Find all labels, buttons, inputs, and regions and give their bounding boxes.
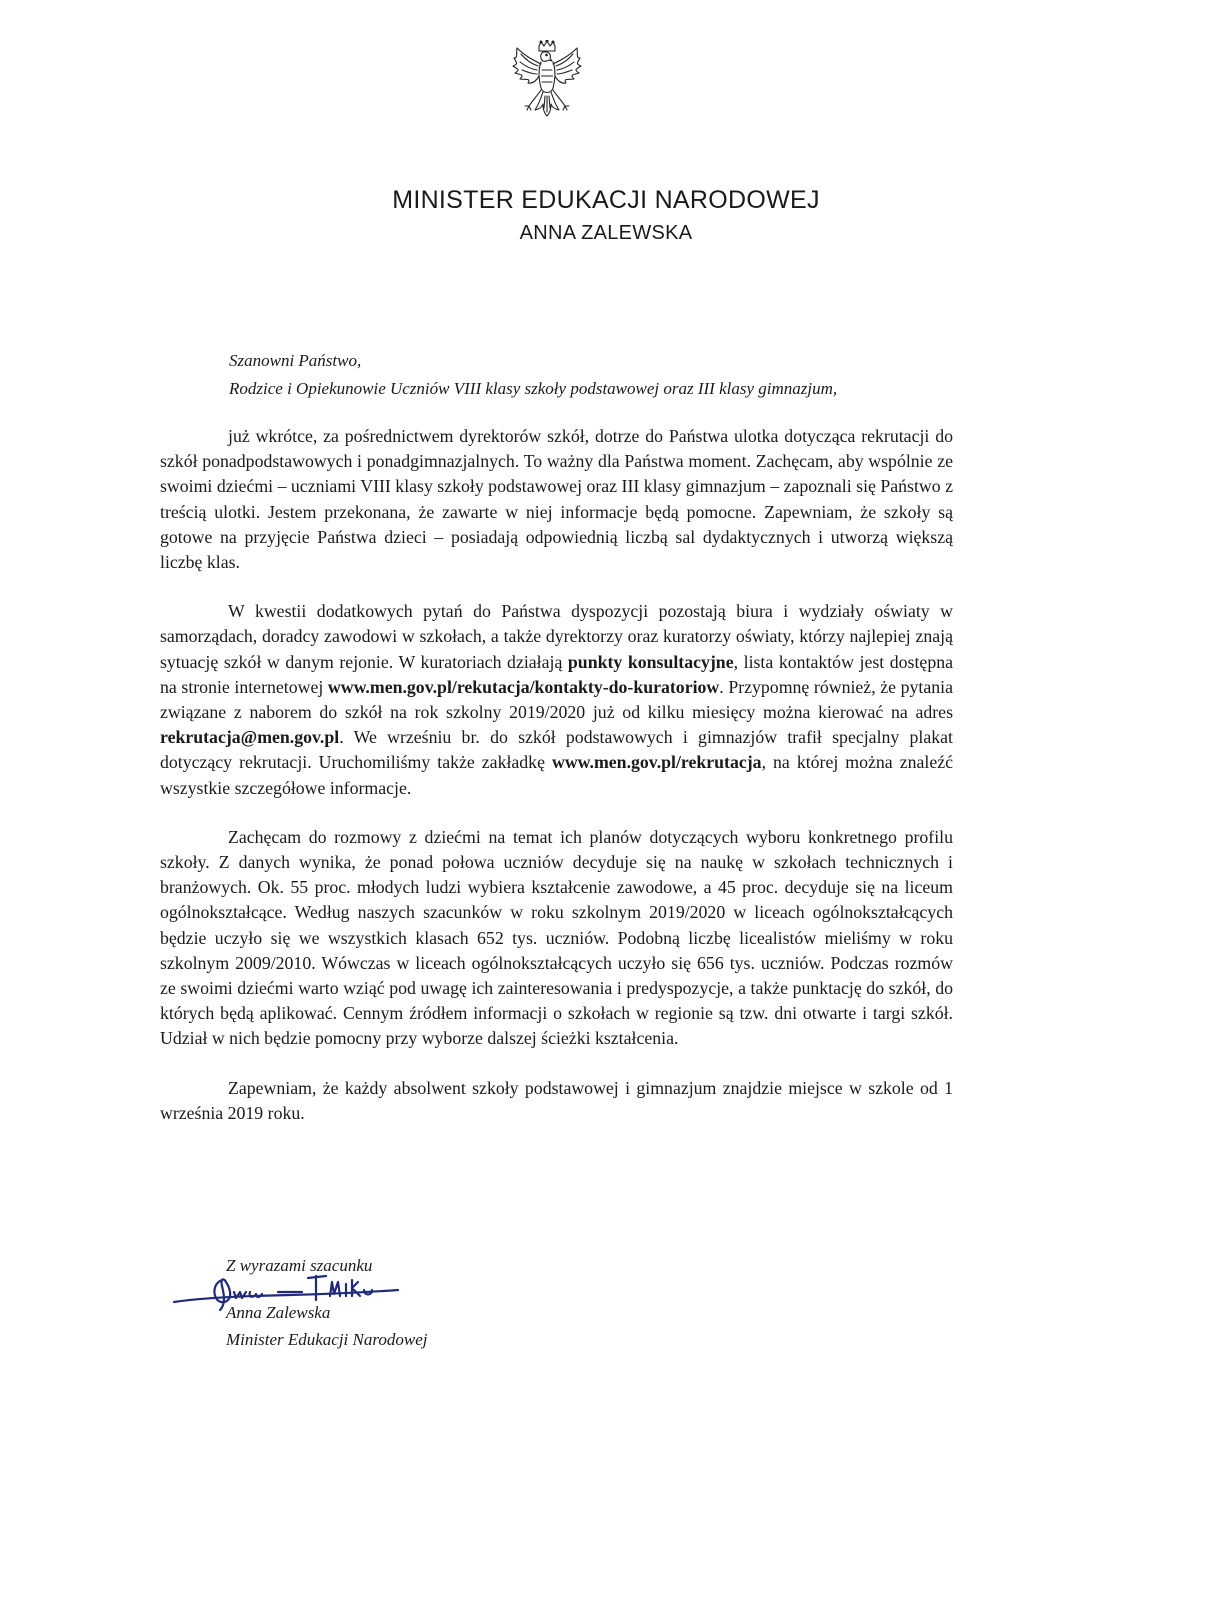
salutation-addressees: Rodzice i Opiekunowie Uczniów VIII klasy szkoły podstawowej oraz III klasy gimnazjum,: [229, 379, 838, 398]
closing-regards: Z wyrazami szacunku: [226, 1256, 373, 1275]
closing-role: Minister Edukacji Narodowej: [226, 1330, 428, 1349]
paragraph-2-text-d: . We wrześniu br. do szkół podstawowych i gimnazjów trafił specjalny plakat dotyczący rekrutacji. Uruchomiliśmy także zakładkę: [160, 727, 953, 773]
paragraph-1: już wkrótce, za pośrednictwem dyrektorów szkół, dotrze do Państwa ulotka dotycząca rekrutacji do szkół ponadpodstawowych i ponadgimnazjalnych. To ważny dla Państwa moment. Zachęcam, aby wspólnie ze swoimi dziećmi – uczniami VIII klasy szkoły podstawowej oraz III klasy gimnazjum – zapoznali się Państwo z treścią ulotki. Jestem przekonana, że zawarte w niej informacje będą pomocne. Zapewniam, że szkoły są gotowe na przyjęcie Państwa dzieci – posiadają odpowiednią liczbą sal dydaktycznych i utworzą większą liczbę klas.: [160, 426, 953, 573]
recruitment-url: www.men.gov.pl/rekrutacja: [551, 752, 762, 773]
handwritten-signature: [170, 1268, 402, 1314]
recruitment-email: rekrutacja@men.gov.pl: [160, 727, 340, 748]
salutation: [229, 347, 989, 403]
letterhead-title: MINISTER EDUKACJI NARODOWEJ: [392, 186, 820, 214]
letterhead-name: ANNA ZALEWSKA: [519, 222, 693, 244]
paragraph-2-text-b: , lista kontaktów jest dostępna na stronie internetowej: [160, 651, 953, 697]
paragraph-2-text-a: W kwestii dodatkowych pytań do Państwa dyspozycji pozostają biura i wydziały oświaty w samorządach, doradcy zawodowi w szkołach, a także dyrektorzy oraz kuratorzy oświaty, którzy najlepiej znają sytuację szkół w danym rejonie. W kuratoriach działają: [160, 601, 953, 672]
contacts-url: www.men.gov.pl/rekutacja/kontakty-do-kuratoriow: [327, 676, 720, 697]
paragraph-3: Zachęcam do rozmowy z dziećmi na temat ich planów dotyczących wyboru konkretnego profilu szkoły. Z danych wynika, że ponad połowa uczniów decyduje się na naukę w szkołach technicznych i branżowych. Ok. 55 proc. młodych ludzi wybiera kształcenie zawodowe, a 45 proc. decyduje się na liceum ogólnokształcące. Według naszych szacunków w roku szkolnym 2019/2020 w liceach ogólnokształcących będzie uczyło się we wszystkich klasach 652 tys. uczniów. Podobną liczbę licealistów mieliśmy w roku szkolnym 2009/2010. Wówczas w liceach ogólnokształcących uczyło się 656 tys. uczniów. Podczas rozmów ze swoimi dziećmi warto wziąć pod uwagę ich zainteresowania i predyspozycje, a także punktację do szkół, do których będą aplikować. Cennym źródłem informacji o szkołach w regionie są tzw. dni otwarte i targi szkół. Udział w nich będzie pomocny przy wyborze dalszej ścieżki kształcenia.: [160, 826, 953, 1049]
letter-body: [160, 424, 953, 1126]
paragraph-4: Zapewniam, że każdy absolwent szkoły podstawowej i gimnazjum znajdzie miejsce w szkole od 1 września 2019 roku.: [160, 1077, 953, 1123]
salutation-greeting: Szanowni Państwo,: [229, 351, 362, 370]
paragraph-2: [160, 599, 953, 801]
polish-eagle-emblem-icon: [505, 40, 589, 140]
paragraph-2-text-e: , na której można znaleźć wszystkie szczegółowe informacje.: [160, 752, 953, 798]
paragraph-2-text-c: . Przypomnę również, że pytania związane z naborem do szkół na rok szkolny 2019/2020 już od kilku miesięcy można kierować na adres: [160, 676, 953, 723]
consultation-points-text: punkty konsultacyjne: [567, 651, 734, 672]
closing-name: Anna Zalewska: [226, 1303, 331, 1322]
